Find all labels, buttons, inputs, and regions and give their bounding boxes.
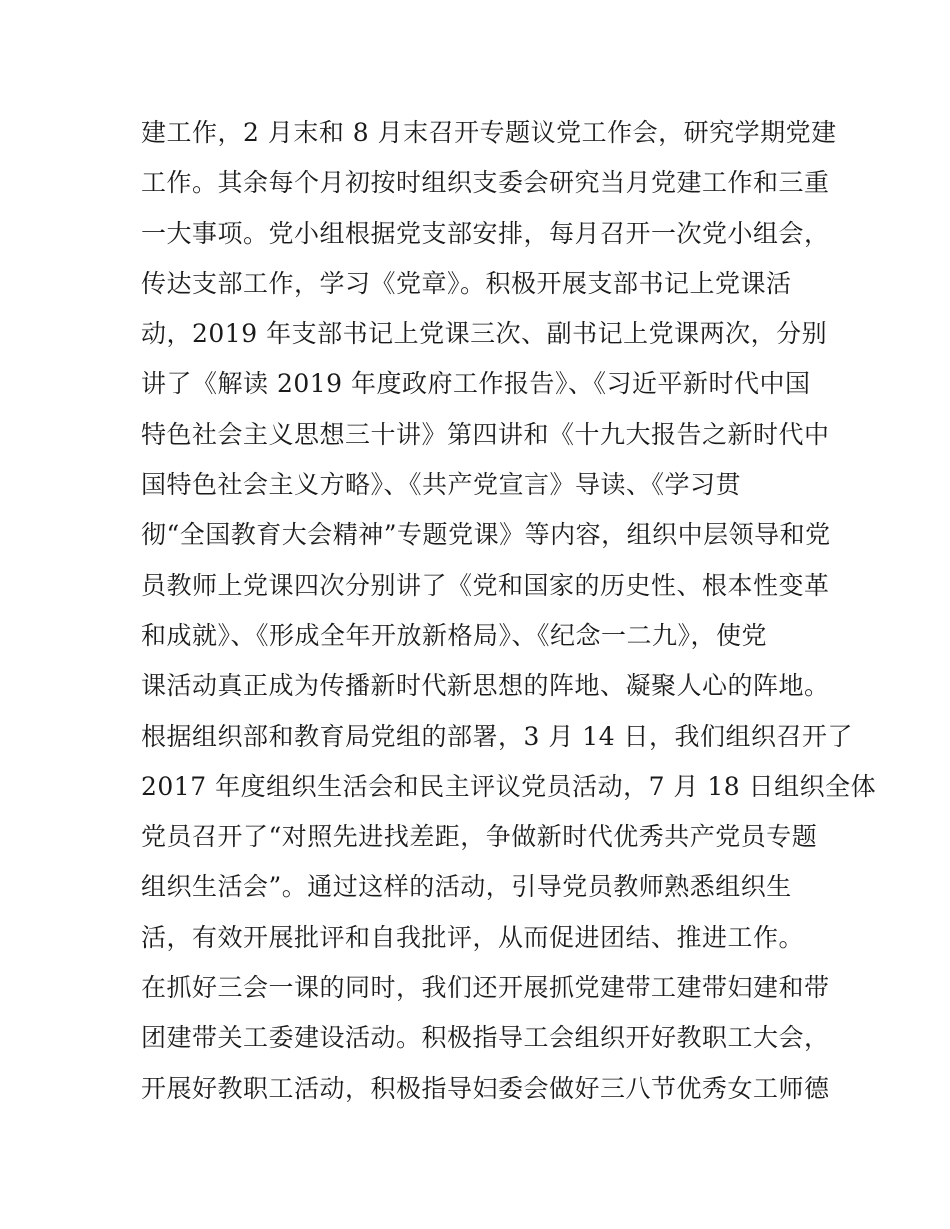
text-line: 特色社会主义思想三十讲》第四讲和《十九大报告之新时代中	[141, 419, 830, 449]
text-line: 工作。其余每个月初按时组织支委会研究当月党建工作和三重	[141, 168, 830, 198]
text-line: 活，有效开展批评和自我批评，从而促进团结、推进工作。	[141, 922, 805, 952]
text-line: 国特色社会主义方略》、《共产党宣言》导读、《学习贯	[141, 470, 742, 500]
text-line: 和成就》、《形成全年开放新格局》、《纪念一二九》，使党	[141, 620, 768, 650]
text-line: 建工作，2 月末和 8 月末召开专题议党工作会，研究学期党建	[141, 118, 837, 147]
text-line: 2017 年度组织生活会和民主评议党员活动，7 月 18 日组织全体	[141, 771, 877, 801]
text-line: 根据组织部和教育局党组的部署，3 月 14 日，我们组织召开了	[141, 721, 854, 751]
text-line: 开展好教职工活动，积极指导妇委会做好三八节优秀女工师德	[141, 1073, 830, 1103]
text-line: 在抓好三会一课的同时，我们还开展抓党建带工建带妇建和带	[141, 973, 830, 1003]
text-line: 彻“全国教育大会精神”专题党课》等内容，组织中层领导和党	[141, 520, 831, 550]
text-line: 员教师上党课四次分别讲了《党和国家的历史性、根本性变革	[141, 570, 830, 600]
text-line: 一大事项。党小组根据党支部安排，每月召开一次党小组会，	[141, 218, 830, 248]
text-line: 传达支部工作，学习《党章》。积极开展支部书记上党课活	[141, 268, 792, 298]
text-line: 动，2019 年支部书记上党课三次、副书记上党课两次，分别	[141, 319, 828, 349]
text-line: 课活动真正成为传播新时代新思想的阵地、凝聚人心的阵地。	[141, 671, 830, 701]
text-line: 组织生活会”。通过这样的活动，引导党员教师熟悉组织生	[141, 872, 792, 902]
text-line: 党员召开了“对照先进找差距，争做新时代优秀共产党员专题	[141, 822, 818, 852]
text-line: 讲了《解读 2019 年度政府工作报告》、《习近平新时代中国	[141, 369, 811, 399]
text-line: 团建带关工委建设活动。积极指导工会组织开好教职工大会，	[141, 1023, 830, 1053]
body-text	[141, 108, 877, 1114]
